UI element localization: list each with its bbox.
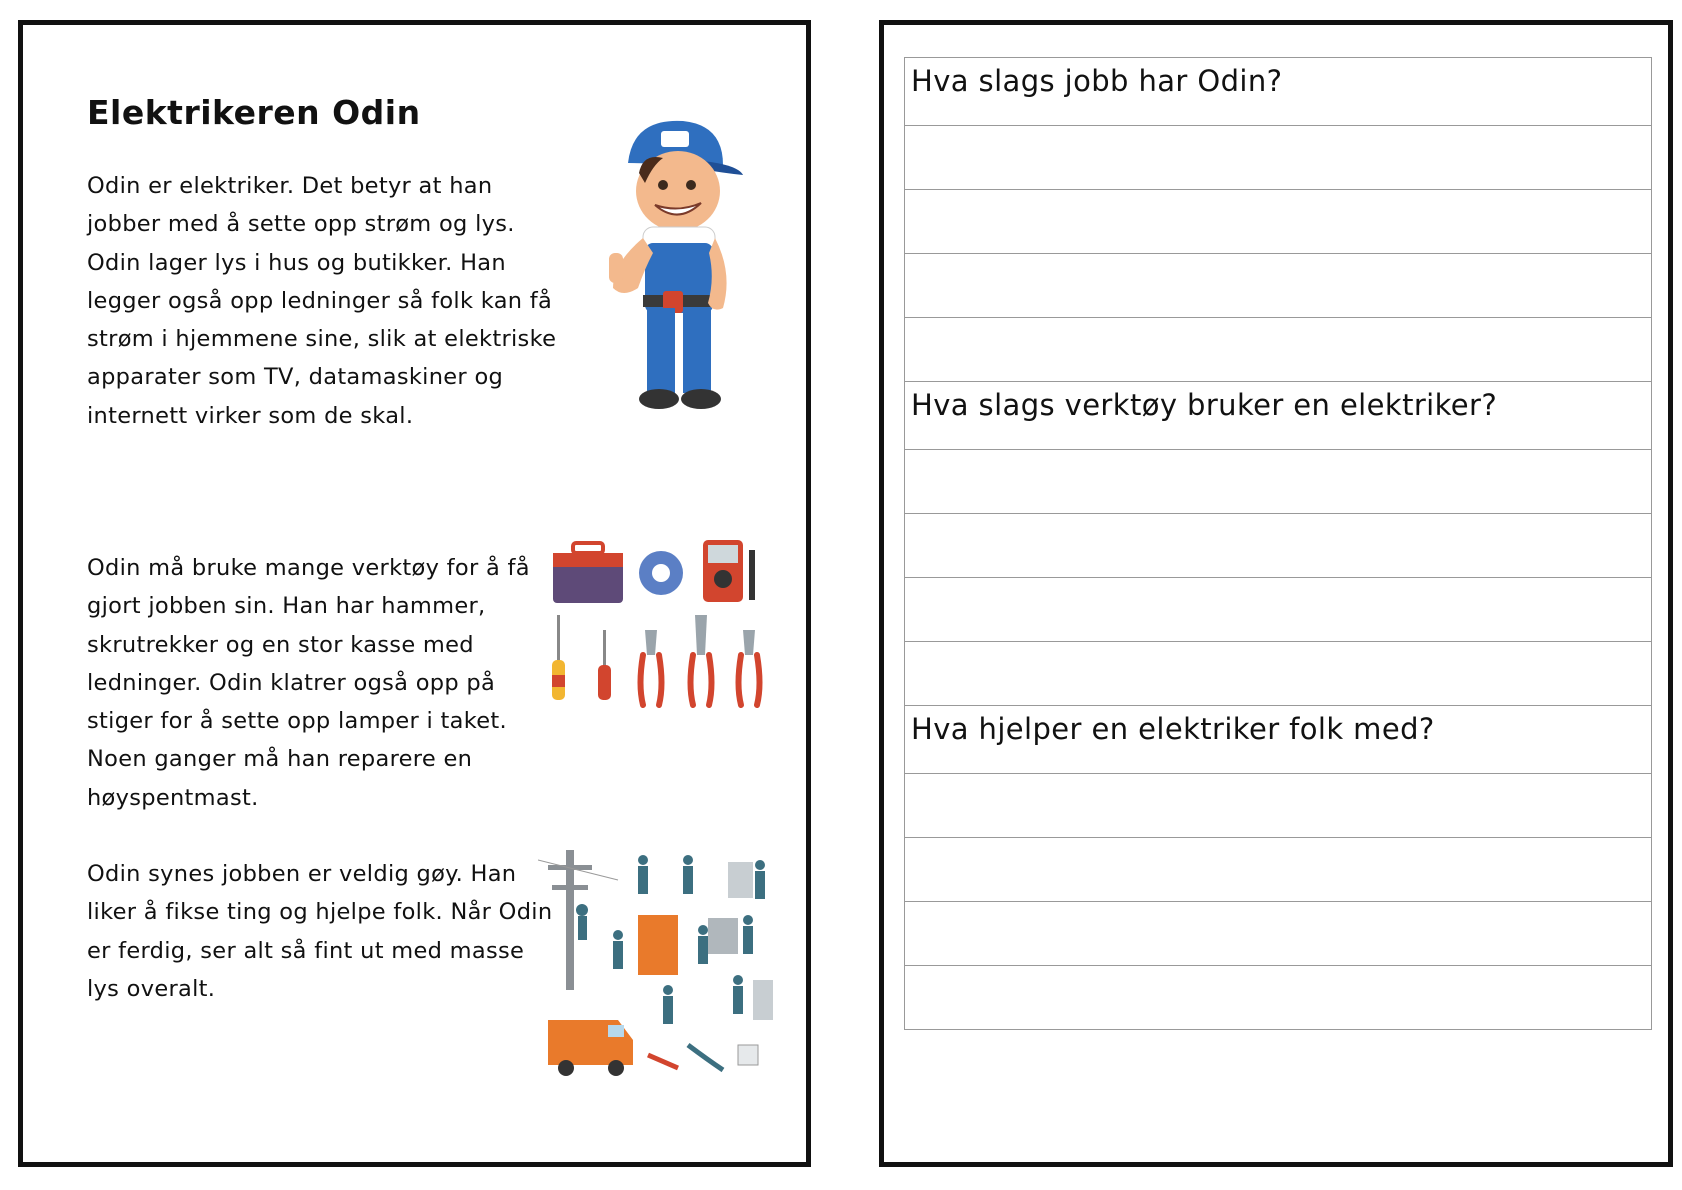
story-paragraph-3: Odin synes jobben er veldig gøy. Han liker å fikse ting og hjelpe folk. Når Odin er ferdig, ser alt så fint ut med masse lys overalt. (87, 861, 553, 1002)
answer-line[interactable] (905, 966, 1651, 1030)
questions-page (879, 20, 1673, 1167)
question-row (905, 382, 1651, 450)
question-1: Hva slags jobb har Odin? (911, 64, 1283, 98)
story-paragraph-2: Odin må bruke mange verktøy for å få gjort jobben sin. Han har hammer, skrutrekker og en stor kasse med ledninger. Odin klatrer også opp på stiger for å sette opp lamper i taket. Noen ganger må han reparere en høyspentmast. (87, 555, 530, 811)
answer-line[interactable] (905, 190, 1651, 254)
tools-illustration (543, 535, 783, 735)
electrician-illustration (583, 103, 763, 423)
answer-line[interactable] (905, 774, 1651, 838)
answer-line[interactable] (905, 126, 1651, 190)
answer-line[interactable] (905, 318, 1651, 382)
answer-line[interactable] (905, 838, 1651, 902)
question-row (905, 706, 1651, 774)
answer-line[interactable] (905, 578, 1651, 642)
question-3: Hva hjelper en elektriker folk med? (911, 712, 1435, 746)
answer-line[interactable] (905, 642, 1651, 706)
answer-line[interactable] (905, 450, 1651, 514)
story-page (18, 20, 811, 1167)
answer-line[interactable] (905, 254, 1651, 318)
electrician-work-scenes-illustration (538, 840, 788, 1085)
question-table (904, 57, 1652, 1030)
story-paragraph-1: Odin er elektriker. Det betyr at han jobber med å sette opp strøm og lys. Odin lager lys i hus og butikker. Han legger også opp ledninger så folk kan få strøm i hjemmene sine, slik at elektriske apparater som TV, datamaskiner og internett virker som de skal. (87, 173, 557, 429)
story-title: Elektrikeren Odin (87, 93, 421, 132)
question-row (905, 58, 1651, 126)
question-2: Hva slags verktøy bruker en elektriker? (911, 388, 1498, 422)
answer-line[interactable] (905, 902, 1651, 966)
answer-line[interactable] (905, 514, 1651, 578)
